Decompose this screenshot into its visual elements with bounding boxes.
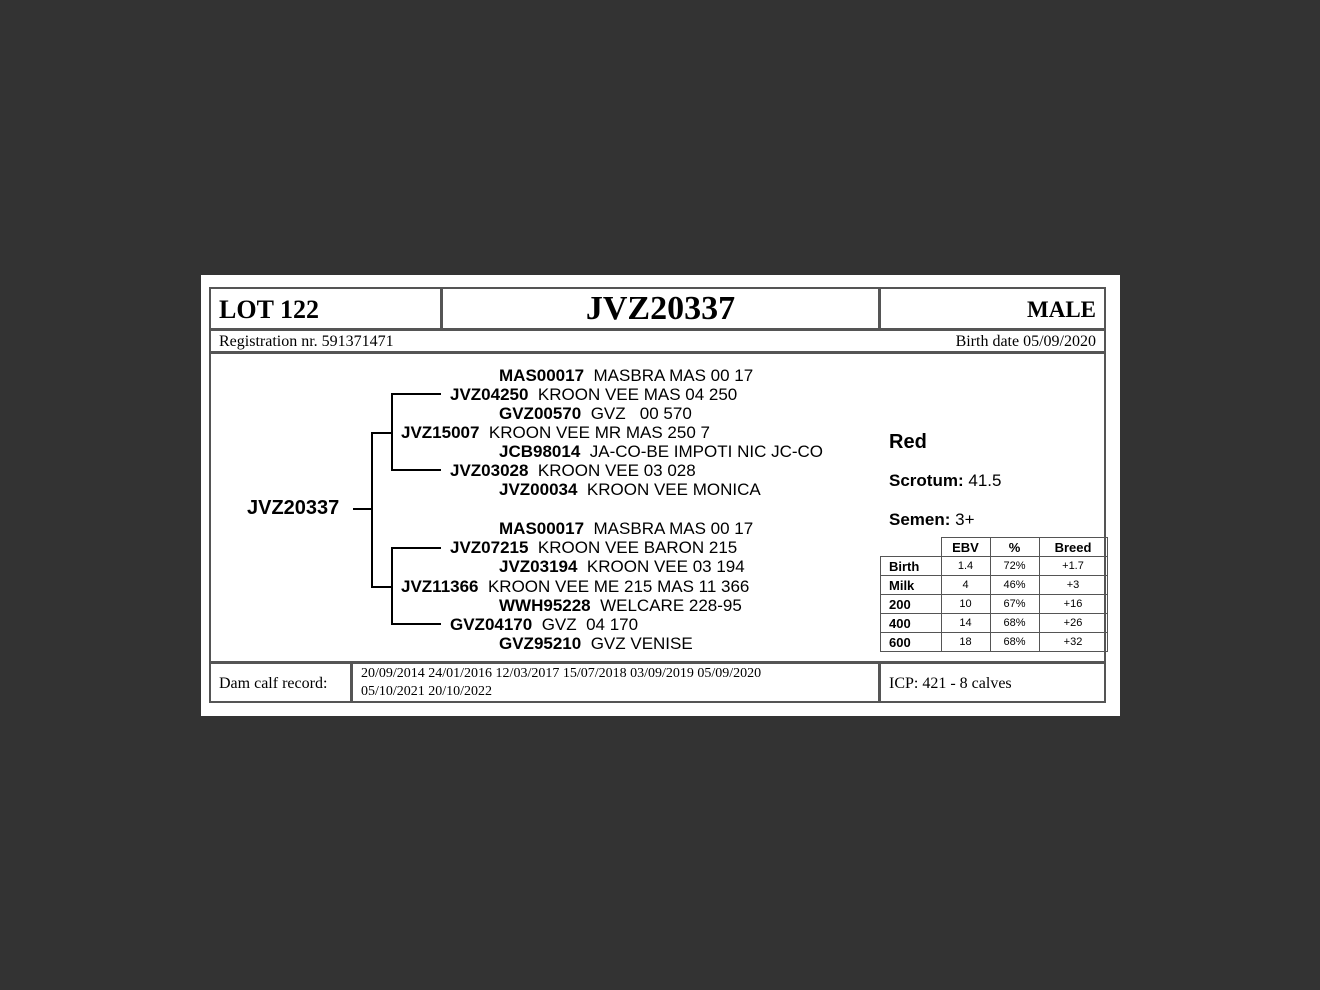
pedigree-sire-sire [450,385,737,405]
ebv-corner-cell [881,538,942,557]
pct-value: 46% [990,576,1039,595]
breed-col-header: Breed [1039,538,1107,557]
code: MAS00017 [499,519,585,538]
breed-value: +26 [1039,614,1107,633]
dam-calf-label: Dam calf record: [219,675,328,692]
pedigree-sire-sire-dam [499,404,692,424]
ebv-value: 10 [941,595,990,614]
name: GVZ 04 170 [541,615,639,634]
ebv-header-row [881,538,1108,557]
lot-number: LOT 122 [219,295,319,324]
pedigree-sire-sire-sire [499,366,753,386]
code: JVZ07215 [450,538,529,557]
line-animal-vertical [371,432,373,587]
icp-box [879,662,1106,703]
dam-calf-label-box [209,662,352,703]
dam-calf-dates-line1: 20/09/2014 24/01/2016 12/03/2017 15/07/2018 03/09/2019 05/09/2020 [361,666,762,681]
icp-summary: ICP: 421 - 8 calves [889,675,1012,692]
scrotum-label: Scrotum: [889,471,964,490]
pct-value: 72% [990,557,1039,576]
pct-value: 67% [990,595,1039,614]
row-label: Milk [881,576,942,595]
table-row [881,557,1108,576]
pedigree-dam-dam-dam [499,634,693,654]
ebv-value: 14 [941,614,990,633]
line-to-sire-dam [391,469,441,471]
semen-value: 3+ [955,510,975,529]
row-label: 400 [881,614,942,633]
animal-id-title: JVZ20337 [585,290,736,327]
line-animal [353,508,373,510]
code: GVZ00570 [499,404,582,423]
pedigree-sire-dam-sire [499,442,823,462]
registration-number: Registration nr. 591371471 [219,333,394,350]
code: JVZ15007 [401,423,480,442]
table-row [881,595,1108,614]
code: JVZ03028 [450,461,529,480]
code: JVZ11366 [401,577,479,596]
name: GVZ VENISE [590,634,693,653]
row-label: Birth [881,557,942,576]
semen-label: Semen: [889,510,951,529]
name: KROON VEE MONICA [586,480,761,499]
name: KROON VEE BARON 215 [537,538,738,557]
dam-calf-record-box [351,662,880,703]
name: GVZ 00 570 [590,404,692,423]
line-to-sire-sire [391,393,441,395]
name: JA-CO-BE IMPOTI NIC JC-CO [589,442,824,461]
lot-card [201,275,1120,716]
code: JVZ00034 [499,480,578,499]
ebv-table [880,537,1108,652]
pct-value: 68% [990,633,1039,652]
code: JCB98014 [499,442,581,461]
animal-id-box [441,287,880,330]
ebv-value: 1.4 [941,557,990,576]
name: KROON VEE 03 028 [537,461,696,480]
line-sire-vertical [391,393,393,470]
table-row [881,614,1108,633]
birth-date: Birth date 05/09/2020 [955,333,1096,350]
name: KROON VEE ME 215 MAS 11 366 [487,577,750,596]
pedigree-dam-sire-sire [499,519,753,539]
row-label: 600 [881,633,942,652]
code: GVZ04170 [450,615,533,634]
pedigree-dam-sire-dam [499,557,745,577]
breed-value: +16 [1039,595,1107,614]
line-to-sire [371,432,391,434]
ebv-col-header: EBV [941,538,990,557]
line-dam-vertical [391,547,393,625]
breed-value: +32 [1039,633,1107,652]
name: MASBRA MAS 00 17 [593,366,754,385]
code: JVZ04250 [450,385,529,404]
semen-trait [889,510,975,530]
pedigree-sire-dam-dam [499,480,761,500]
pedigree-dam-sire [450,538,737,558]
line-to-dam [371,586,391,588]
breed-value: +1.7 [1039,557,1107,576]
scrotum-value: 41.5 [968,471,1002,490]
pedigree-animal: JVZ20337 [247,497,340,519]
ebv-value: 4 [941,576,990,595]
pedigree-sire-dam [450,461,696,481]
name: KROON VEE MAS 04 250 [537,385,738,404]
name: KROON VEE 03 194 [586,557,745,576]
breed-value: +3 [1039,576,1107,595]
line-to-dam-sire [391,547,441,549]
pct-col-header: % [990,538,1039,557]
pedigree-dam [401,577,749,597]
code: GVZ95210 [499,634,582,653]
scrotum-trait [889,471,1001,491]
code: WWH95228 [499,596,591,615]
color-trait: Red [889,431,927,453]
code: JVZ03194 [499,557,578,576]
pct-value: 68% [990,614,1039,633]
pedigree-sire [401,423,710,443]
ebv-value: 18 [941,633,990,652]
row-label: 200 [881,595,942,614]
name: MASBRA MAS 00 17 [593,519,754,538]
name: WELCARE 228-95 [600,596,742,615]
pedigree-dam-dam [450,615,638,635]
sex-box [879,287,1106,330]
pedigree-dam-dam-sire [499,596,742,616]
lot-box [209,287,442,330]
sex-label: MALE [1027,297,1096,322]
table-row [881,633,1108,652]
registration-row [209,329,1106,353]
name: KROON VEE MR MAS 250 7 [488,423,710,442]
table-row [881,576,1108,595]
dam-calf-dates-line2: 05/10/2021 20/10/2022 [361,684,493,699]
code: MAS00017 [499,366,585,385]
line-to-dam-dam [391,623,441,625]
